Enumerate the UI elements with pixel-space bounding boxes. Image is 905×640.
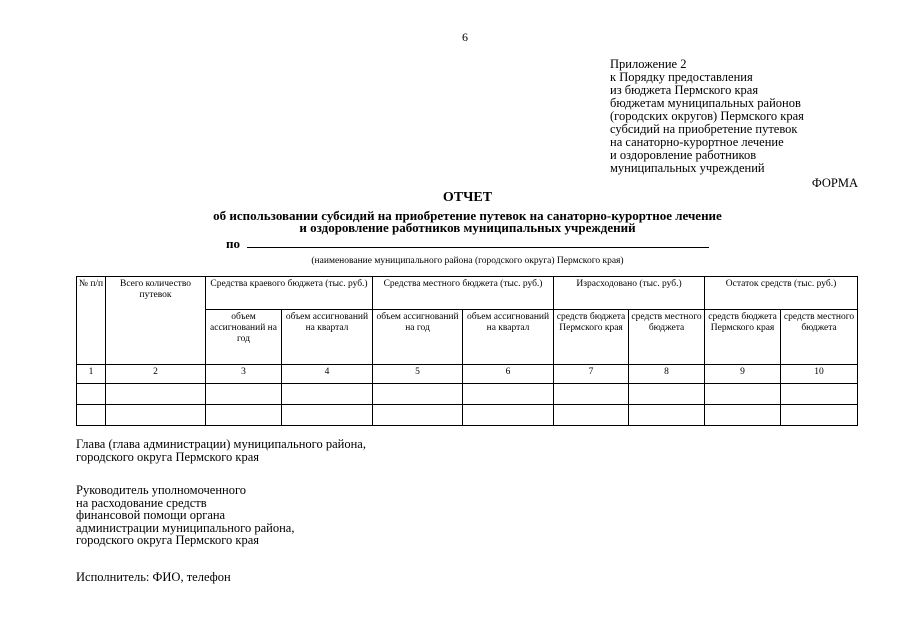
appendix-line: и оздоровление работников	[610, 148, 757, 162]
table-cell[interactable]	[77, 384, 106, 405]
table-cell[interactable]	[373, 405, 463, 426]
appendix-line: субсидий на приобретение путевок	[610, 122, 798, 136]
table-cell[interactable]	[554, 384, 629, 405]
signature-line: городского округа Пермского края	[76, 449, 260, 464]
table-cell[interactable]	[463, 405, 554, 426]
report-table	[76, 276, 858, 426]
signature-line: администрации муниципального района,	[76, 520, 295, 535]
table-cell[interactable]	[781, 384, 858, 405]
column-number: 2	[106, 365, 206, 384]
form-label: ФОРМА	[811, 176, 858, 190]
table-cell[interactable]	[77, 405, 106, 426]
subheader-cell: объем ассигнований на год	[206, 310, 282, 365]
table-cell[interactable]	[106, 405, 206, 426]
header-spent: Израсходовано (тыс. руб.)	[554, 277, 705, 310]
signature-line: городского округа Пермского края	[76, 533, 260, 547]
column-number: 5	[373, 365, 463, 384]
table-cell[interactable]	[705, 384, 781, 405]
subtitle-line: об использовании субсидий на приобретение путевок на санаторно-курортное лечение	[213, 208, 722, 223]
subheader-cell: средств бюджета Пермского края	[705, 310, 781, 365]
table-cell[interactable]	[781, 405, 858, 426]
appendix-line: Приложение 2	[610, 57, 687, 71]
column-number: 6	[463, 365, 554, 384]
subheader-cell: средств бюджета Пермского края	[554, 310, 629, 365]
header-num: № п/п	[77, 277, 106, 365]
signature-line: финансовой помощи органа	[76, 508, 226, 522]
appendix-line: (городских округов) Пермского края	[610, 109, 804, 123]
executor-line: Исполнитель: ФИО, телефон	[76, 570, 231, 584]
header-local: Средства местного бюджета (тыс. руб.)	[373, 277, 554, 310]
table-cell[interactable]	[705, 405, 781, 426]
column-number: 8	[629, 365, 705, 384]
appendix-line: из бюджета Пермского края	[610, 83, 759, 97]
appendix-line: к Порядку предоставления	[610, 70, 753, 84]
subtitle-line: и оздоровление работников муниципальных учреждений	[299, 220, 636, 235]
table-cell[interactable]	[629, 384, 705, 405]
appendix-line: бюджетам муниципальных районов	[610, 96, 801, 110]
subheader-cell: средств местного бюджета	[781, 310, 858, 365]
table-cell[interactable]	[282, 384, 373, 405]
appendix-block	[610, 58, 804, 175]
column-number: 4	[282, 365, 373, 384]
column-number-row	[77, 365, 858, 384]
column-number: 7	[554, 365, 629, 384]
table-cell[interactable]	[629, 405, 705, 426]
subheader-cell: объем ассигнований на квартал	[282, 310, 373, 365]
table-cell[interactable]	[463, 384, 554, 405]
head-signature	[76, 438, 366, 463]
report-title: ОТЧЕТ	[442, 190, 493, 205]
column-number: 1	[77, 365, 106, 384]
table-cell[interactable]	[206, 405, 282, 426]
page-number: 6	[462, 30, 468, 44]
subheader-cell: объем ассигнований на год	[373, 310, 463, 365]
column-number: 9	[705, 365, 781, 384]
signature-line: Руководитель уполномоченного	[76, 483, 247, 497]
signature-line: на расходование средств	[76, 495, 207, 510]
po-label: по	[226, 236, 240, 251]
subheader-cell: средств местного бюджета	[629, 310, 705, 365]
signature-line: Глава (глава администрации) муниципального района,	[76, 437, 366, 451]
finance-signature	[76, 484, 294, 547]
column-number: 3	[206, 365, 282, 384]
column-number: 10	[781, 365, 858, 384]
header-regional: Средства краевого бюджета (тыс. руб.)	[206, 277, 373, 310]
table-cell[interactable]	[282, 405, 373, 426]
table-row	[77, 384, 858, 405]
municipality-name-field[interactable]	[247, 247, 709, 248]
table-cell[interactable]	[106, 384, 206, 405]
report-subtitle	[0, 210, 905, 234]
municipality-hint: (наименование муниципального района (городского округа) Пермского края)	[311, 256, 624, 266]
table-cell[interactable]	[554, 405, 629, 426]
subheader-cell: объем ассигнований на квартал	[463, 310, 554, 365]
appendix-line: муниципальных учреждений	[610, 161, 765, 175]
header-total: Всего количество путевок	[106, 277, 206, 365]
table-row	[77, 405, 858, 426]
appendix-line: на санаторно-курортное лечение	[610, 135, 784, 149]
table-cell[interactable]	[373, 384, 463, 405]
header-remainder: Остаток средств (тыс. руб.)	[705, 277, 858, 310]
table-header-row	[77, 277, 858, 310]
table-cell[interactable]	[206, 384, 282, 405]
